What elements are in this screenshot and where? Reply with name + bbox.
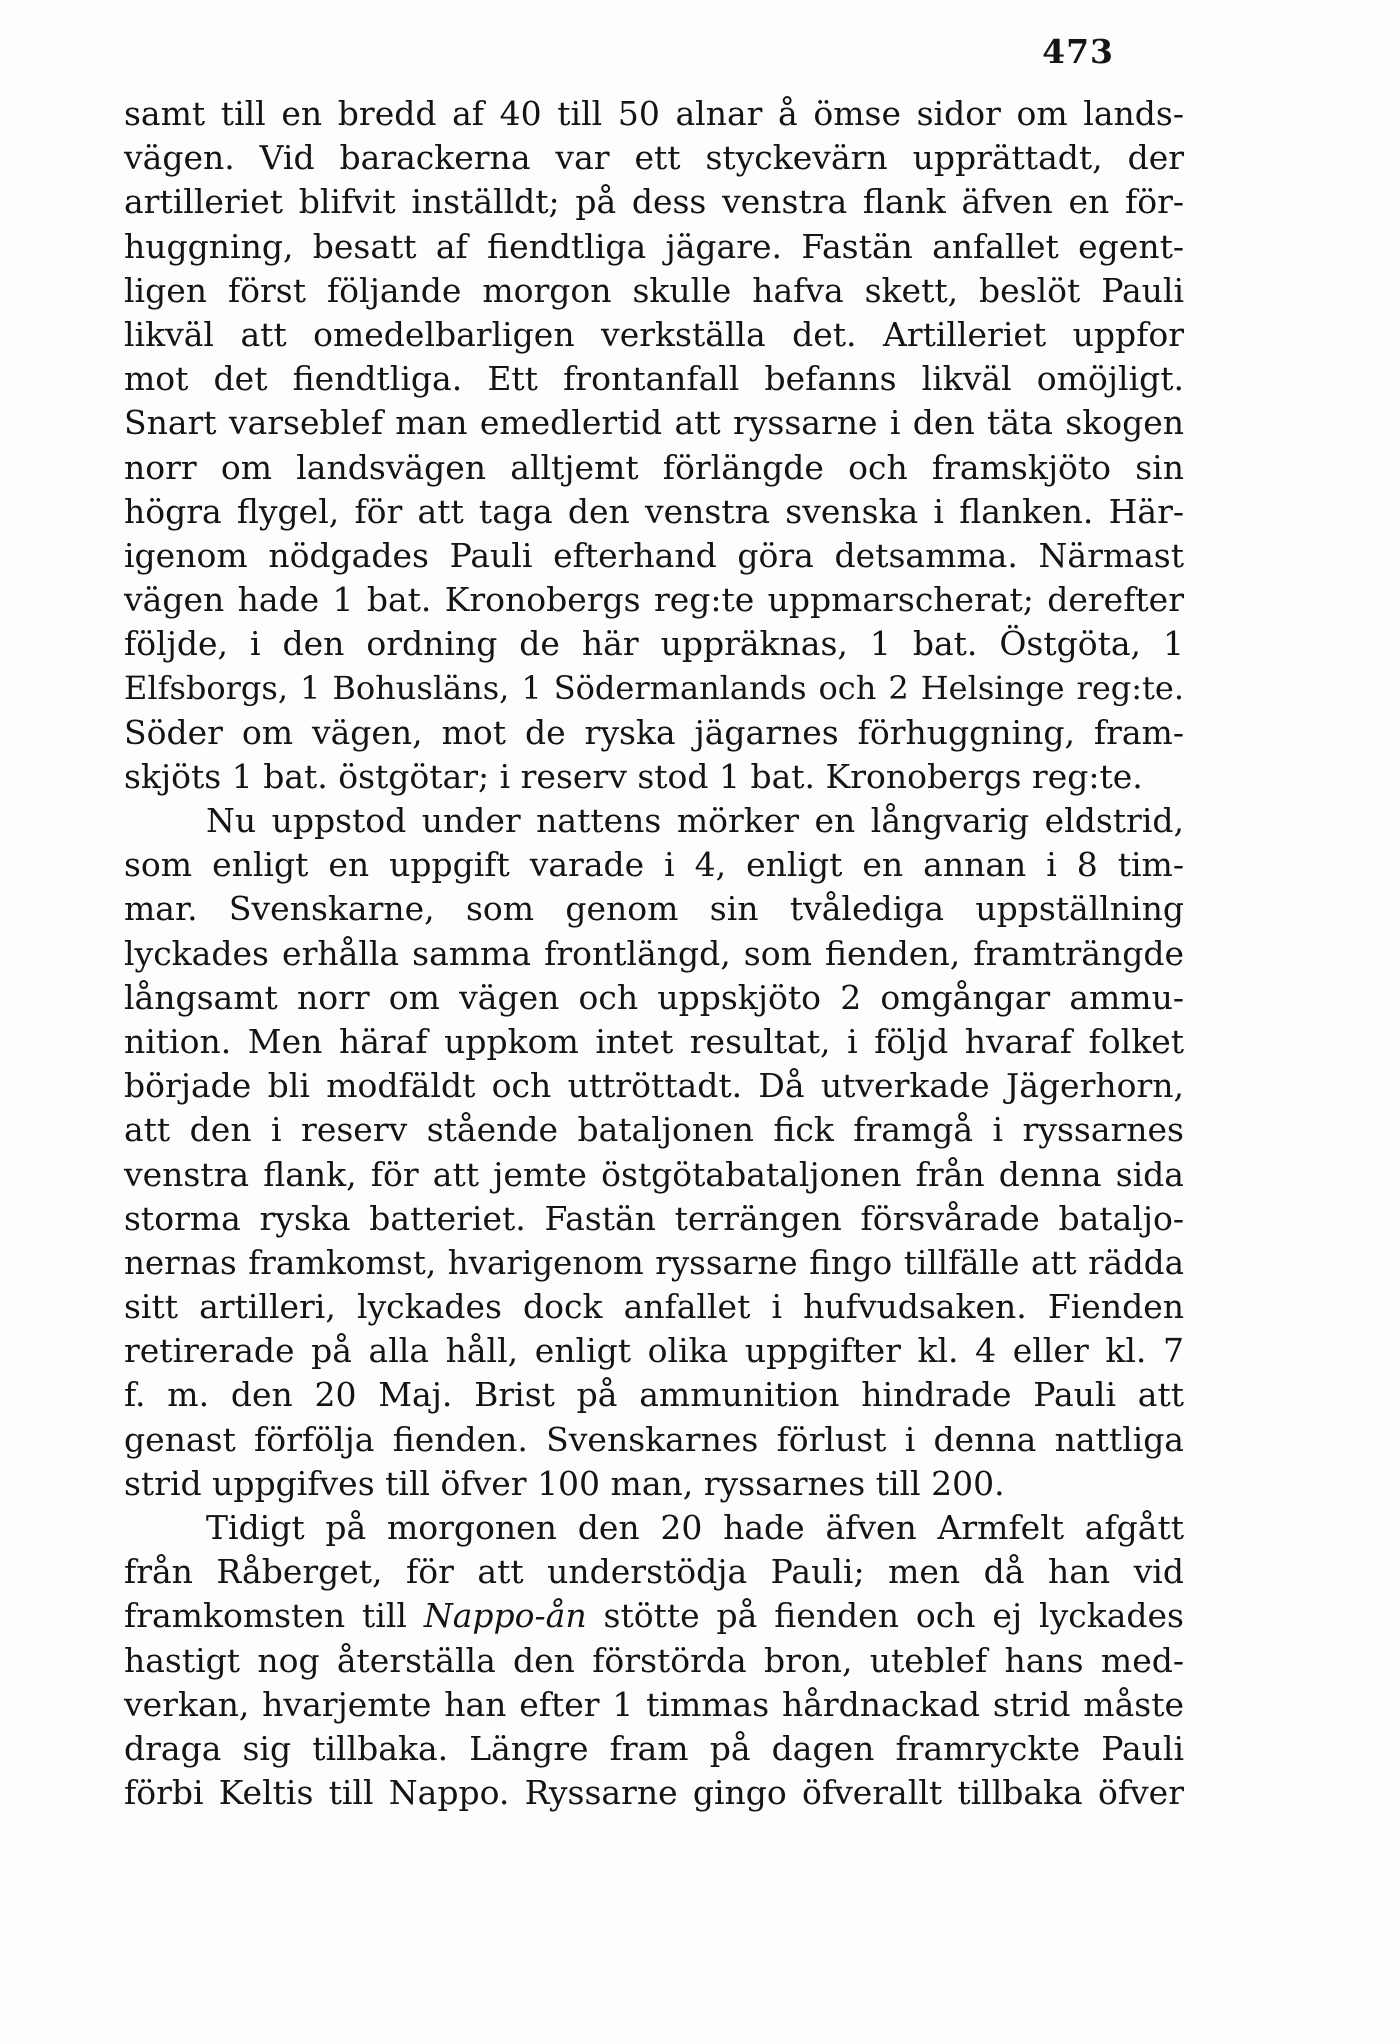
text-segment: framkomsten till xyxy=(124,1596,424,1636)
text-line: verkan, hvarjemte han efter 1 timmas hårdnackad strid måste xyxy=(124,1684,1184,1724)
text-line: hastigt nog återställa den förstörda bron, uteblef hans med- xyxy=(124,1640,1184,1680)
place-name-italic: Nappo-ån xyxy=(423,1596,587,1636)
paragraph-2 xyxy=(124,799,1184,1506)
text-line: började bli modfäldt och uttröttadt. Då utverkade Jägerhorn, xyxy=(124,1066,1184,1106)
text-line: storma ryska batteriet. Fastän terrängen försvårade bataljo- xyxy=(124,1198,1184,1238)
text-line: artilleriet blifvit inställdt; på dess venstra flank äfven en för- xyxy=(124,182,1184,222)
text-line-with-italic xyxy=(124,1594,1184,1638)
body-text xyxy=(124,92,1184,1815)
text-line: ligen först följande morgon skulle hafva skett, beslöt Pauli xyxy=(124,270,1184,310)
text-line: huggning, besatt af fiendtliga jägare. Fastän anfallet egent- xyxy=(124,226,1184,266)
text-line: nition. Men häraf uppkom intet resultat, i följd hvaraf folket xyxy=(124,1021,1184,1061)
text-line: Elfsborgs, 1 Bohusläns, 1 Södermanlands och 2 Helsinge reg:te. xyxy=(124,669,1184,708)
text-line: vägen hade 1 bat. Kronobergs reg:te uppmarscherat; derefter xyxy=(124,580,1184,620)
text-line: Nu uppstod under nattens mörker en långvarig eldstrid, xyxy=(206,801,1184,840)
text-line: sitt artilleri, lyckades dock anfallet i hufvudsaken. Fienden xyxy=(124,1287,1184,1327)
text-line: högra flygel, för att taga den venstra svenska i flanken. Här- xyxy=(124,491,1184,531)
text-line: Snart varseblef man emedlertid att ryssarne i den täta skogen xyxy=(124,403,1184,443)
page-number: 473 xyxy=(1042,32,1114,71)
text-line: mot det fiendtliga. Ett frontanfall befanns likväl omöjligt. xyxy=(124,359,1184,399)
text-line: att den i reserv stående bataljonen fick framgå i ryssarnes xyxy=(124,1110,1184,1150)
text-line: Söder om vägen, mot de ryska jägarnes förhuggning, fram- xyxy=(124,712,1184,752)
text-line: skjöts 1 bat. östgötar; i reserv stod 1 bat. Kronobergs reg:te. xyxy=(124,756,1143,796)
text-line: samt till en bredd af 40 till 50 alnar å ömse sidor om lands- xyxy=(124,94,1184,133)
text-line: draga sig tillbaka. Längre fram på dagen framryckte Pauli xyxy=(124,1728,1184,1768)
text-line: vägen. Vid barackerna var ett styckevärn upprättadt, der xyxy=(124,138,1184,178)
text-segment: stötte på fienden och ej lyckades xyxy=(586,1596,1184,1636)
text-line: Tidigt på morgonen den 20 hade äfven Armfelt afgått xyxy=(206,1508,1184,1547)
text-line: norr om landsvägen alltjemt förlängde och framskjöto sin xyxy=(124,447,1184,487)
paragraph-3 xyxy=(124,1506,1184,1815)
text-line: nernas framkomst, hvarigenom ryssarne fingo tillfälle att rädda xyxy=(124,1243,1184,1282)
text-line: strid uppgifves till öfver 100 man, ryssarnes till 200. xyxy=(124,1463,1005,1503)
text-line: långsamt norr om vägen och uppskjöto 2 omgångar ammu- xyxy=(124,977,1184,1017)
text-line: likväl att omedelbarligen verkställa det. Artilleriet uppfor xyxy=(124,314,1184,354)
text-line: följde, i den ordning de här uppräknas, 1 bat. Östgöta, 1 xyxy=(124,624,1184,664)
text-line: venstra flank, för att jemte östgötabataljonen från denna sida xyxy=(124,1154,1184,1194)
text-line: mar. Svenskarne, som genom sin tvålediga uppställning xyxy=(124,889,1184,929)
text-line: retirerade på alla håll, enligt olika uppgifter kl. 4 eller kl. 7 xyxy=(124,1331,1184,1371)
text-line: genast förfölja fienden. Svenskarnes förlust i denna nattliga xyxy=(124,1419,1184,1459)
text-line: igenom nödgades Pauli efterhand göra detsamma. Närmast xyxy=(124,535,1184,575)
text-line: från Råberget, för att understödja Pauli; men då han vid xyxy=(124,1552,1184,1592)
text-line: som enligt en uppgift varade i 4, enligt en annan i 8 tim- xyxy=(124,845,1184,885)
text-line: lyckades erhålla samma frontlängd, som fienden, framträngde xyxy=(124,933,1184,973)
text-line: förbi Keltis till Nappo. Ryssarne gingo öfverallt tillbaka öfver xyxy=(124,1773,1184,1813)
text-line: f. m. den 20 Maj. Brist på ammunition hindrade Pauli att xyxy=(124,1375,1184,1415)
paragraph-1 xyxy=(124,92,1184,799)
